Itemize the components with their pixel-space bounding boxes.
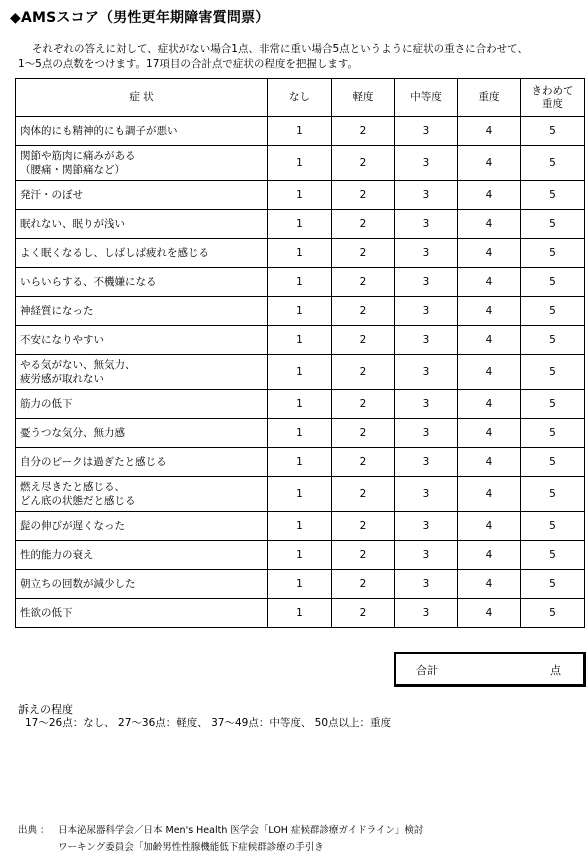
symptom-cell: 憂うつな気分、無力感 [16, 419, 268, 448]
table-row [16, 297, 585, 326]
score-cell: 3 [395, 117, 458, 146]
score-cell: 4 [458, 181, 521, 210]
score-cell: 4 [458, 512, 521, 541]
table-row [16, 599, 585, 628]
score-cell: 5 [521, 541, 585, 570]
score-cell: 5 [521, 181, 585, 210]
score-cell: 4 [458, 355, 521, 390]
score-cell: 3 [395, 448, 458, 477]
score-cell: 3 [395, 419, 458, 448]
score-cell: 2 [332, 390, 395, 419]
score-cell: 2 [332, 117, 395, 146]
table-row [16, 239, 585, 268]
source-line-2: ワーキング委員会「加齢男性性腺機能低下症候群診療の手引き [58, 842, 324, 853]
source-citation [18, 822, 423, 856]
score-cell: 3 [395, 146, 458, 181]
score-cell: 4 [458, 239, 521, 268]
score-cell: 2 [332, 210, 395, 239]
total-unit: 点 [550, 664, 561, 677]
table-row [16, 181, 585, 210]
score-cell: 4 [458, 117, 521, 146]
symptom-cell: よく眠くなるし、しばしば疲れを感じる [16, 239, 268, 268]
score-cell: 3 [395, 390, 458, 419]
symptom-cell: 髭の伸びが遅くなった [16, 512, 268, 541]
score-cell: 4 [458, 390, 521, 419]
table-row [16, 390, 585, 419]
score-cell: 3 [395, 210, 458, 239]
intro-line-2: 1～5点の点数をつけます。17項目の合計点で症状の程度を把握します。 [18, 58, 359, 70]
score-cell: 2 [332, 297, 395, 326]
score-cell: 4 [458, 599, 521, 628]
score-cell: 4 [458, 268, 521, 297]
score-cell: 3 [395, 355, 458, 390]
score-cell: 4 [458, 297, 521, 326]
score-cell: 2 [332, 599, 395, 628]
symptom-cell: 朝立ちの回数が減少した [16, 570, 268, 599]
score-cell: 2 [332, 570, 395, 599]
score-cell: 5 [521, 239, 585, 268]
score-cell: 5 [521, 570, 585, 599]
score-cell: 2 [332, 477, 395, 512]
source-label: 出典 ： [18, 825, 50, 836]
header-mild: 軽度 [332, 79, 395, 117]
score-cell: 1 [268, 181, 332, 210]
score-cell: 1 [268, 210, 332, 239]
score-cell: 4 [458, 541, 521, 570]
score-cell: 4 [458, 419, 521, 448]
table-row [16, 146, 585, 181]
score-cell: 2 [332, 419, 395, 448]
score-cell: 3 [395, 477, 458, 512]
score-cell: 4 [458, 146, 521, 181]
symptom-cell: 神経質になった [16, 297, 268, 326]
score-cell: 4 [458, 570, 521, 599]
severity-heading: 訴えの程度 [18, 703, 73, 716]
score-cell: 5 [521, 599, 585, 628]
score-cell: 2 [332, 181, 395, 210]
score-cell: 5 [521, 268, 585, 297]
header-symptom: 症 状 [16, 79, 268, 117]
score-cell: 2 [332, 448, 395, 477]
score-cell: 3 [395, 297, 458, 326]
score-cell: 2 [332, 512, 395, 541]
table-row [16, 512, 585, 541]
symptom-cell: 関節や筋肉に痛みがある （腰痛・関節痛など） [16, 146, 268, 181]
score-cell: 3 [395, 541, 458, 570]
score-cell: 5 [521, 326, 585, 355]
score-cell: 5 [521, 390, 585, 419]
score-cell: 1 [268, 541, 332, 570]
score-cell: 5 [521, 146, 585, 181]
score-cell: 4 [458, 477, 521, 512]
table-row [16, 326, 585, 355]
table-row [16, 419, 585, 448]
score-cell: 5 [521, 210, 585, 239]
score-cell: 4 [458, 210, 521, 239]
table-row [16, 210, 585, 239]
table-row [16, 448, 585, 477]
score-cell: 1 [268, 355, 332, 390]
score-cell: 1 [268, 297, 332, 326]
score-cell: 2 [332, 541, 395, 570]
intro-text [18, 42, 584, 72]
header-severe: 重度 [458, 79, 521, 117]
score-cell: 2 [332, 326, 395, 355]
score-cell: 1 [268, 477, 332, 512]
severity-text: 17～26点：なし、 27～36点：軽度、 37～49点：中等度、 50点以上：重度 [25, 717, 392, 729]
score-cell: 1 [268, 146, 332, 181]
score-cell: 1 [268, 326, 332, 355]
symptom-cell: 性欲の低下 [16, 599, 268, 628]
score-cell: 5 [521, 477, 585, 512]
score-cell: 3 [395, 239, 458, 268]
score-cell: 2 [332, 268, 395, 297]
score-cell: 1 [268, 599, 332, 628]
table-row [16, 541, 585, 570]
symptom-cell: いらいらする、不機嫌になる [16, 268, 268, 297]
symptom-cell: 性的能力の衰え [16, 541, 268, 570]
table-row [16, 355, 585, 390]
header-none: なし [268, 79, 332, 117]
score-cell: 1 [268, 512, 332, 541]
page-title: ◆AMSスコア（男性更年期障害質問票） [10, 10, 270, 26]
total-box [394, 652, 586, 687]
table-header-row [16, 79, 585, 117]
score-cell: 5 [521, 355, 585, 390]
score-cell: 5 [521, 512, 585, 541]
ams-score-table [15, 78, 585, 628]
symptom-cell: やる気がない、無気力、 疲労感が取れない [16, 355, 268, 390]
score-cell: 5 [521, 297, 585, 326]
score-cell: 3 [395, 326, 458, 355]
table-row [16, 268, 585, 297]
score-cell: 3 [395, 570, 458, 599]
score-cell: 2 [332, 239, 395, 268]
score-cell: 4 [458, 326, 521, 355]
score-cell: 2 [332, 146, 395, 181]
symptom-cell: 燃え尽きたと感じる、 どん底の状態だと感じる [16, 477, 268, 512]
table-row [16, 117, 585, 146]
score-cell: 3 [395, 512, 458, 541]
score-cell: 1 [268, 570, 332, 599]
table-row [16, 570, 585, 599]
symptom-cell: 筋力の低下 [16, 390, 268, 419]
score-cell: 3 [395, 181, 458, 210]
symptom-cell: 発汗・のぼせ [16, 181, 268, 210]
score-cell: 5 [521, 117, 585, 146]
score-cell: 1 [268, 268, 332, 297]
score-cell: 4 [458, 448, 521, 477]
table-row [16, 477, 585, 512]
score-cell: 3 [395, 268, 458, 297]
symptom-cell: 眠れない、眠りが浅い [16, 210, 268, 239]
score-cell: 1 [268, 390, 332, 419]
header-moderate: 中等度 [395, 79, 458, 117]
header-very-severe: きわめて 重度 [521, 79, 585, 117]
symptom-cell: 自分のピークは過ぎたと感じる [16, 448, 268, 477]
score-cell: 1 [268, 239, 332, 268]
score-cell: 3 [395, 599, 458, 628]
symptom-cell: 肉体的にも精神的にも調子が悪い [16, 117, 268, 146]
score-cell: 1 [268, 117, 332, 146]
intro-line-1: それぞれの答えに対して、症状がない場合1点、非常に重い場合5点というように症状の重さに合わせて、 [32, 43, 528, 55]
score-cell: 1 [268, 448, 332, 477]
score-cell: 2 [332, 355, 395, 390]
score-cell: 5 [521, 448, 585, 477]
total-label: 合計 [416, 664, 438, 677]
score-cell: 5 [521, 419, 585, 448]
symptom-cell: 不安になりやすい [16, 326, 268, 355]
score-cell: 1 [268, 419, 332, 448]
source-line-1: 日本泌尿器科学会／日本 Men's Health 医学会「LOH 症候群診療ガイドライン」検討 [58, 825, 424, 836]
